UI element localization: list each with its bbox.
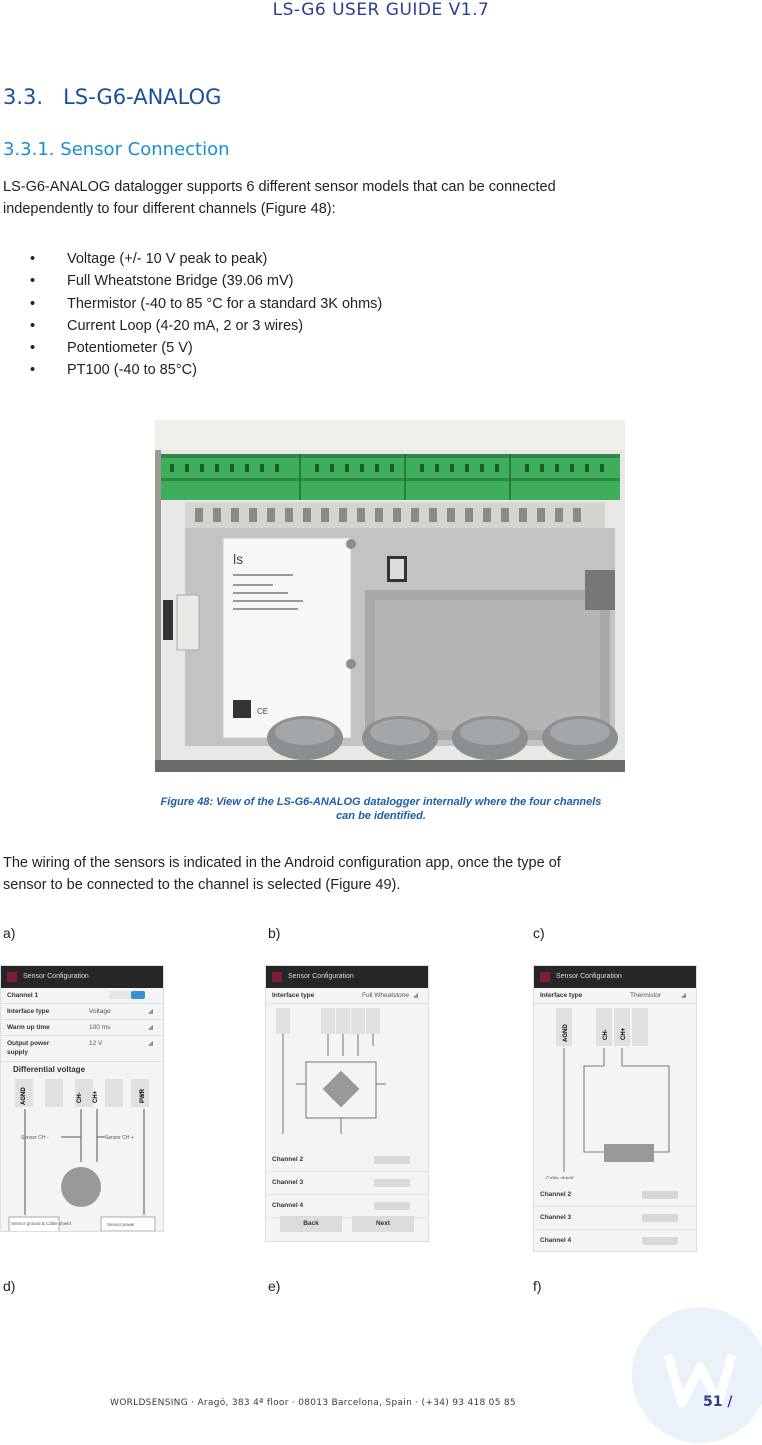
app-title-bar — [534, 966, 696, 988]
sensor-model-list — [30, 248, 382, 382]
wire-label: Sensor ground & Cable shield — [11, 1221, 71, 1226]
app-title-bar — [1, 966, 163, 988]
back-button[interactable]: Back — [280, 1216, 342, 1232]
setting-label: Warm up time — [7, 1024, 50, 1031]
wire-label: Sensor CH + — [105, 1135, 134, 1141]
voltage-wiring-diagram — [1, 1077, 163, 1232]
wiring-line-2: sensor to be connected to the channel is selected (Figure 49). — [3, 877, 401, 893]
channel-toggle[interactable] — [374, 1202, 410, 1210]
app-title: Sensor Configuration — [23, 973, 89, 980]
list-item: • Full Wheatstone Bridge (39.06 mV) — [30, 270, 382, 292]
sub-label-a: a) — [3, 925, 16, 941]
app-logo-icon — [272, 972, 282, 982]
setting-value: 100 ms — [89, 1024, 111, 1031]
datalogger-photo — [155, 420, 625, 772]
app-title: Sensor Configuration — [556, 973, 622, 980]
channel-label: Channel 3 — [540, 1214, 572, 1221]
intro-paragraph — [3, 176, 761, 220]
channel-toggle[interactable] — [642, 1191, 678, 1199]
figure-48-caption — [0, 795, 762, 823]
sub-label-c: c) — [533, 925, 545, 941]
channel-label: Channel 2 — [272, 1156, 304, 1163]
running-header: LS-G6 USER GUIDE V1.7 — [272, 0, 490, 20]
sub-label-b: b) — [268, 925, 281, 941]
thermistor-symbol — [604, 1144, 654, 1162]
setting-row[interactable] — [1, 1036, 163, 1062]
wire-label: Sensor power — [107, 1222, 135, 1227]
subsection-heading — [3, 139, 230, 160]
channel-row[interactable] — [534, 1184, 696, 1207]
caption-line-1: Figure 48: View of the LS-G6-ANALOG datalogger internally where the four channels — [160, 796, 602, 808]
channel-label: Channel 2 — [540, 1191, 572, 1198]
next-button[interactable]: Next — [352, 1216, 414, 1232]
subsection-number: 3.3.1. — [3, 139, 55, 160]
phone-screenshot-b — [265, 965, 429, 1242]
channel-label: Channel 4 — [272, 1202, 304, 1209]
setting-label: Interface type — [7, 1008, 50, 1015]
section-heading — [3, 85, 221, 109]
subsection-title: Sensor Connection — [60, 139, 230, 160]
list-item: • Thermistor (-40 to 85 °C for a standard 3K ohms) — [30, 293, 382, 315]
app-title: Sensor Configuration — [288, 973, 354, 980]
pin-label: CH- — [603, 1029, 609, 1040]
wire-label: Sensor CH - — [21, 1135, 49, 1141]
list-item: • Current Loop (4-20 mA, 2 or 3 wires) — [30, 315, 382, 337]
setting-label: Output power supply — [7, 1040, 50, 1056]
watermark-logo — [630, 1305, 762, 1445]
pin-label: AGND — [563, 1024, 569, 1042]
pin-label: PWR — [140, 1089, 146, 1103]
terminal-blocks — [161, 454, 620, 500]
channel-row[interactable] — [266, 1172, 428, 1195]
list-item: • PT100 (-40 to 85°C) — [30, 359, 382, 381]
pin-label: CH+ — [621, 1027, 627, 1040]
page-number: 51 / — [703, 1394, 733, 1410]
setting-row[interactable] — [534, 988, 696, 1004]
setting-value: Thermistor — [630, 992, 662, 999]
label-brand: ls — [233, 551, 244, 567]
dropdown-arrow-icon: ◢ — [413, 992, 418, 999]
channel-row[interactable] — [534, 1230, 696, 1252]
setting-label: Interface type — [272, 992, 315, 999]
channel-toggle[interactable] — [374, 1179, 410, 1187]
diagram-title: Differential voltage — [13, 1065, 86, 1074]
dropdown-arrow-icon: ◢ — [681, 992, 686, 999]
setting-value: 12 V — [89, 1040, 103, 1047]
channel-row[interactable] — [534, 1207, 696, 1230]
pin-label: CH- — [77, 1092, 83, 1103]
channel-label: Channel 1 — [7, 992, 39, 999]
app-logo-icon — [7, 972, 17, 982]
intro-line-1: LS-G6-ANALOG datalogger supports 6 different sensor models that can be connected — [3, 179, 556, 195]
wiring-line-1: The wiring of the sensors is indicated in the Android configuration app, once the type of — [3, 855, 561, 871]
phone-screenshot-a — [0, 965, 164, 1232]
label-ce: CE — [257, 707, 269, 716]
dropdown-arrow-icon: ◢ — [148, 1024, 153, 1031]
setting-value: Voltage — [89, 1008, 111, 1015]
pin-label: AGND — [21, 1087, 27, 1105]
sub-label-f: f) — [533, 1278, 542, 1294]
app-title-bar — [266, 966, 428, 988]
wiring-paragraph — [3, 852, 762, 896]
channel-toggle[interactable] — [642, 1237, 678, 1245]
setting-value: Full Wheatstone — [362, 992, 409, 999]
setting-row[interactable] — [1, 1004, 163, 1020]
section-number: 3.3. — [3, 85, 44, 109]
app-logo-icon — [540, 972, 550, 982]
dropdown-arrow-icon: ◢ — [148, 1008, 153, 1015]
wire-label: Cable shield — [546, 1176, 574, 1179]
setting-row[interactable] — [266, 988, 428, 1004]
setting-row[interactable] — [1, 1020, 163, 1036]
sub-label-e: e) — [268, 1278, 281, 1294]
dropdown-arrow-icon: ◢ — [148, 1040, 153, 1047]
section-title: LS-G6-ANALOG — [63, 85, 222, 109]
setting-label: Interface type — [540, 992, 583, 999]
sub-label-d: d) — [3, 1278, 16, 1294]
list-item: • Potentiometer (5 V) — [30, 337, 382, 359]
channel-label: Channel 3 — [272, 1179, 304, 1186]
sensor-symbol — [61, 1167, 101, 1207]
bridge-wiring-diagram — [266, 1004, 428, 1144]
footer-address: WORLDSENSING · Aragó, 383 4ª floor · 08013 Barcelona, Spain · (+34) 93 418 05 85 — [110, 1398, 516, 1408]
bridge-symbol — [323, 1071, 360, 1108]
channel-row[interactable] — [266, 1149, 428, 1172]
channel-toggle[interactable] — [642, 1214, 678, 1222]
list-item: • Voltage (+/- 10 V peak to peak) — [30, 248, 382, 270]
pin-label: CH+ — [93, 1090, 99, 1103]
thermistor-wiring-diagram — [534, 1004, 696, 1179]
channel-row[interactable] — [266, 1195, 428, 1218]
intro-line-2: independently to four different channels (Figure 48): — [3, 201, 336, 217]
channel-toggle[interactable] — [109, 991, 145, 999]
phone-screenshot-c — [533, 965, 697, 1252]
channel-row[interactable] — [1, 988, 163, 1004]
channel-label: Channel 4 — [540, 1237, 572, 1244]
channel-toggle[interactable] — [374, 1156, 410, 1164]
caption-line-2: can be identified. — [336, 810, 426, 822]
toggle-knob — [131, 991, 145, 999]
